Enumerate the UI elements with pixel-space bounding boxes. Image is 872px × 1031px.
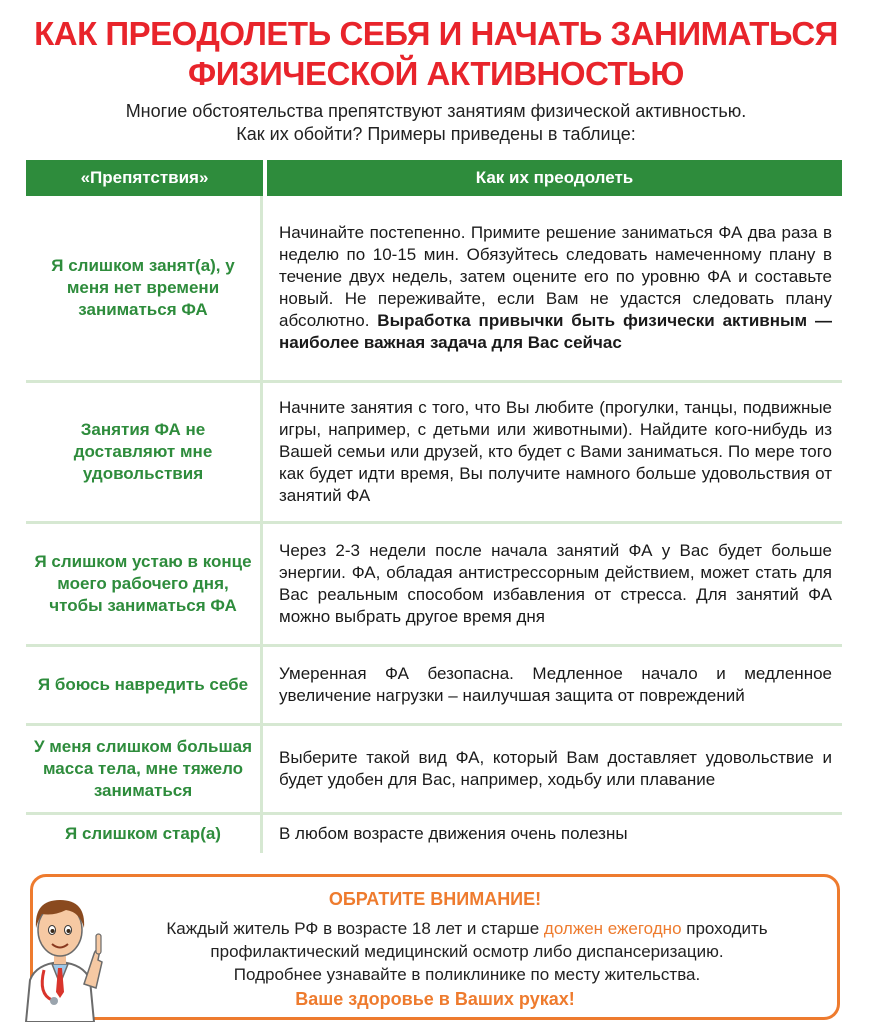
solution-bold-text: Выработка привычки быть физически активным — наиболее важная задача для Вас сейчас [279, 311, 832, 352]
table-row [26, 196, 842, 383]
table-row [26, 383, 842, 524]
solution-text: Выберите такой вид ФА, который Вам доставляет удовольствие и будет удобен для Вас, например, ходьбу или плавание [279, 748, 832, 789]
notice-text-part1: Каждый житель РФ в возрасте 18 лет и старше [166, 919, 544, 938]
obstacles-table [26, 160, 842, 853]
title-line-2: ФИЗИЧЕСКОЙ АКТИВНОСТЬЮ [188, 55, 684, 92]
table-row [26, 647, 842, 726]
table-row [26, 524, 842, 647]
solution-text: Умеренная ФА безопасна. Медленное начало и медленное увеличение нагрузки – наилучшая защита от повреждений [279, 664, 832, 705]
title-line-1: КАК ПРЕОДОЛЕТЬ СЕБЯ И НАЧАТЬ ЗАНИМАТЬСЯ [34, 15, 838, 52]
solution-cell [263, 726, 842, 812]
solution-cell [263, 815, 842, 853]
header-obstacles: «Препятствия» [26, 160, 263, 196]
table-header [26, 160, 842, 196]
notice-body [103, 917, 831, 986]
notice-text-part2: проходить профилактический медицинский осмотр либо диспансеризацию. [210, 919, 768, 961]
table-row [26, 815, 842, 853]
solution-text: В любом возрасте движения очень полезны [279, 824, 628, 843]
solution-text: Начните занятия с того, что Вы любите (прогулки, танцы, подвижные игры, например, с детьми или животными). Найдите кого-нибудь из Вашей семьи или друзей, кто будет с Вами заниматься. По мере того как будет идти время, Вы получите намного больше удовольствия от занятий ФА [279, 398, 832, 505]
solution-text: Начинайте постепенно. Примите решение заниматься ФА два раза в неделю по 10-15 мин. Обязуйтесь следовать намеченному плану в течение двух недель, затем оцените его по уровню ФА и составьте новый. Не переживайте, если Вам не удастся следовать плану абсолютно. [279, 223, 832, 330]
obstacle-cell: У меня слишком большая масса тела, мне тяжело заниматься [26, 726, 263, 812]
obstacle-cell: Я слишком занят(а), у меня нет времени заниматься ФА [26, 196, 263, 380]
obstacle-cell: Я боюсь навредить себе [26, 647, 263, 723]
page-title [20, 14, 852, 94]
solution-cell [263, 383, 842, 521]
notice-text-line3: Подробнее узнавайте в поликлинике по месту жительства. [233, 965, 701, 984]
solution-cell [263, 196, 842, 380]
solution-text: Через 2-3 недели после начала занятий ФА у Вас будет больше энергии. ФА, обладая антистрессорным действием, может стать для Вас реальным способом избавления от стресса. Для занятий ФА можно выбрать другое время дня [279, 541, 832, 626]
notice-highlight: должен ежегодно [543, 919, 682, 938]
notice-box [30, 874, 840, 1020]
subtitle-line-1: Многие обстоятельства препятствуют занятиям физической активностью. [125, 101, 747, 121]
header-overcome: Как их преодолеть [267, 160, 842, 196]
obstacle-cell: Занятия ФА не доставляют мне удовольствия [26, 383, 263, 521]
solution-cell [263, 524, 842, 644]
notice-footer: Ваше здоровье в Ваших руках! [295, 989, 575, 1009]
obstacle-cell: Я слишком устаю в конце моего рабочего дня, чтобы заниматься ФА [26, 524, 263, 644]
doctor-illustration-icon [14, 888, 106, 1022]
subtitle-line-2: Как их обойти? Примеры приведены в таблице: [236, 124, 636, 144]
solution-cell [263, 647, 842, 723]
page-subtitle [0, 100, 872, 146]
notice-heading: ОБРАТИТЕ ВНИМАНИЕ! [328, 889, 542, 909]
table-row [26, 726, 842, 815]
obstacle-cell: Я слишком стар(а) [26, 815, 263, 853]
